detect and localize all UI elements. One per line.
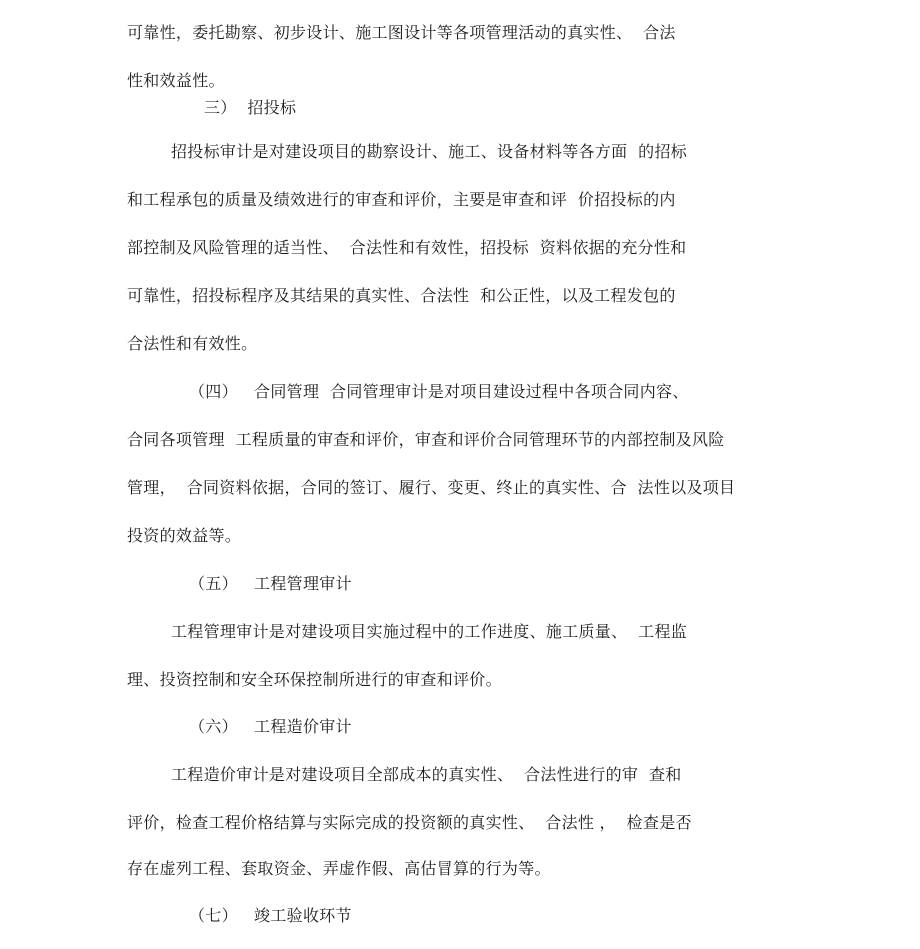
text-line: 存在虚列工程、套取资金、弄虚作假、高估冒算的行为等。 (127, 859, 551, 878)
text-line: 和工程承包的质量及绩效进行的审查和评价，主要是审查和评 价招投标的内 (127, 190, 676, 209)
text-line: 工程造价审计是对建设项目全部成本的真实性、 合法性进行的审 查和 (171, 765, 682, 784)
text-line: 理、投资控制和安全环保控制所进行的审查和评价。 (127, 670, 502, 689)
text-line: 评价，检查工程价格结算与实际完成的投资额的真实性、 合法性 ， 检查是否 (127, 813, 692, 832)
text-line: 管理， 合同资料依据，合同的签订、履行、变更、终止的真实性、合 法性以及项目 (127, 478, 736, 497)
section-heading-7: （七） 竣工验收环节 (189, 906, 352, 925)
text-line: 工程管理审计是对建设项目实施过程中的工作进度、施工质量、 工程监 (171, 622, 688, 641)
text-line: 招投标审计是对建设项目的勘察设计、施工、设备材料等各方面 的招标 (171, 142, 688, 161)
text-line: 可靠性，委托勘察、初步设计、施工图设计等各项管理活动的真实性、 合法 (127, 23, 676, 42)
text-line: 合法性和有效性。 (127, 334, 258, 353)
text-line: 部控制及风险管理的适当性、 合法性和有效性，招投标 资料依据的充分性和 (127, 238, 687, 257)
text-line: 投资的效益等。 (127, 526, 242, 545)
section-heading-6: （六） 工程造价审计 (189, 717, 352, 736)
text-line: 性和效益性。 (127, 71, 225, 90)
section-heading-5: （五） 工程管理审计 (189, 574, 352, 593)
text-line: 可靠性，招投标程序及其结果的真实性、合法性 和公正性，以及工程发包的 (127, 286, 676, 305)
section-heading-4: （四） 合同管理 合同管理审计是对项目建设过程中各项合同内容、 (189, 382, 689, 401)
section-heading-3: 三） 招投标 (204, 98, 297, 117)
text-line: 合同各项管理 工程质量的审查和评价，审查和评价合同管理环节的内部控制及风险 (127, 430, 725, 449)
